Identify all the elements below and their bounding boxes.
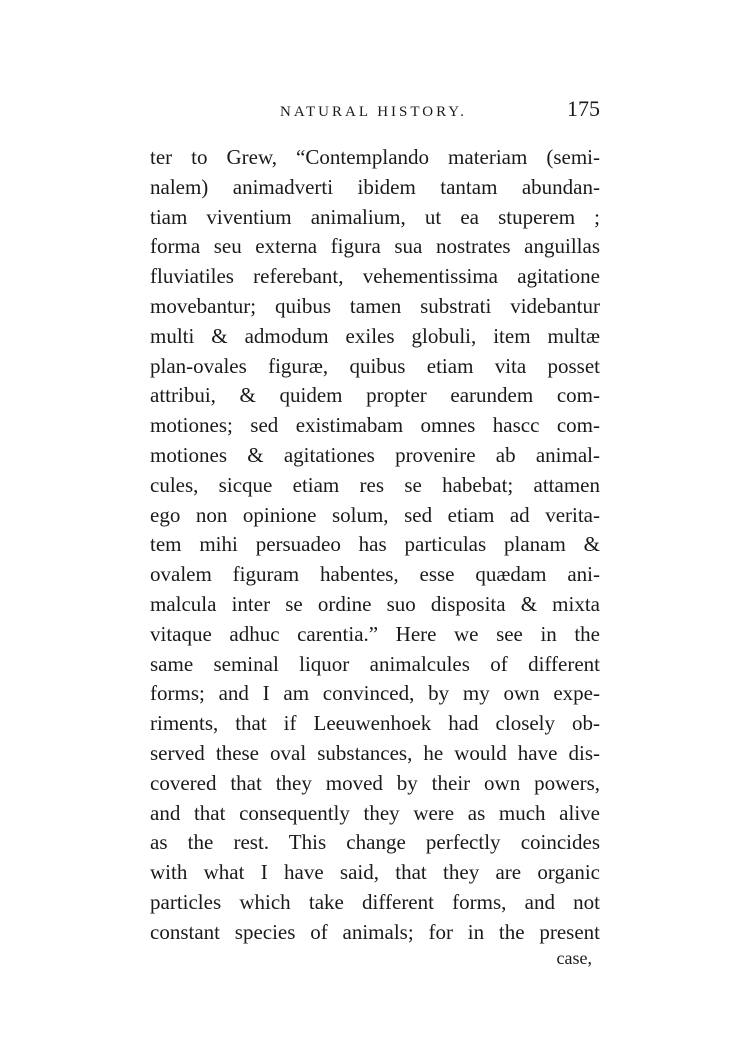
text-line: served these oval substances, he would have dis- — [150, 740, 600, 765]
text-line: multi & admodum exiles globuli, item multæ — [150, 323, 600, 348]
text-line: tem mihi persuadeo has particulas planam & — [150, 532, 600, 557]
text-line: ego non opinione solum, sed etiam ad verita- — [150, 502, 600, 527]
text-line: plan-ovales figuræ, quibus etiam vita posset — [150, 353, 600, 378]
text-line: forms; and I am convinced, by my own expe- — [150, 681, 600, 706]
text-line: riments, that if Leeuwenhoek had closely ob- — [150, 711, 600, 736]
text-line: constant species of animals; for in the present — [150, 919, 600, 944]
page-number: 175 — [567, 96, 600, 121]
text-line: cules, sicque etiam res se habebat; attamen — [150, 472, 600, 497]
text-line: vitaque adhuc carentia.” Here we see in the — [150, 621, 600, 646]
text-line: motiones & agitationes provenire ab animal- — [150, 442, 600, 467]
text-line: as the rest. This change perfectly coincides — [150, 830, 600, 855]
running-title: NATURAL HISTORY. — [280, 104, 467, 120]
text-line: attribui, & quidem propter earundem com- — [150, 383, 600, 408]
text-line: covered that they moved by their own powers, — [150, 770, 600, 795]
text-line: movebantur; quibus tamen substrati videbantur — [150, 293, 600, 318]
text-line: tiam viventium animalium, ut ea stuperem ; — [150, 204, 600, 229]
text-line: with what I have said, that they are organic — [150, 860, 600, 885]
body-text — [150, 143, 600, 948]
text-line: same seminal liquor animalcules of different — [150, 651, 600, 676]
text-line: nalem) animadverti ibidem tantam abundan- — [150, 174, 600, 199]
text-line: motiones; sed existimabam omnes hascc com- — [150, 413, 600, 438]
text-line: ovalem figuram habentes, esse quædam ani- — [150, 562, 600, 587]
text-line: particles which take different forms, and not — [150, 889, 600, 914]
text-line: malcula inter se ordine suo disposita & mixta — [150, 591, 600, 616]
text-line: ter to Grew, “Contemplando materiam (semi- — [150, 145, 600, 169]
text-line: fluviatiles referebant, vehementissima agitatione — [150, 264, 600, 289]
running-head — [150, 96, 600, 130]
catchword: case, — [556, 948, 592, 968]
text-line: forma seu externa figura sua nostrates anguillas — [150, 234, 600, 259]
text-line: and that consequently they were as much alive — [150, 800, 600, 825]
